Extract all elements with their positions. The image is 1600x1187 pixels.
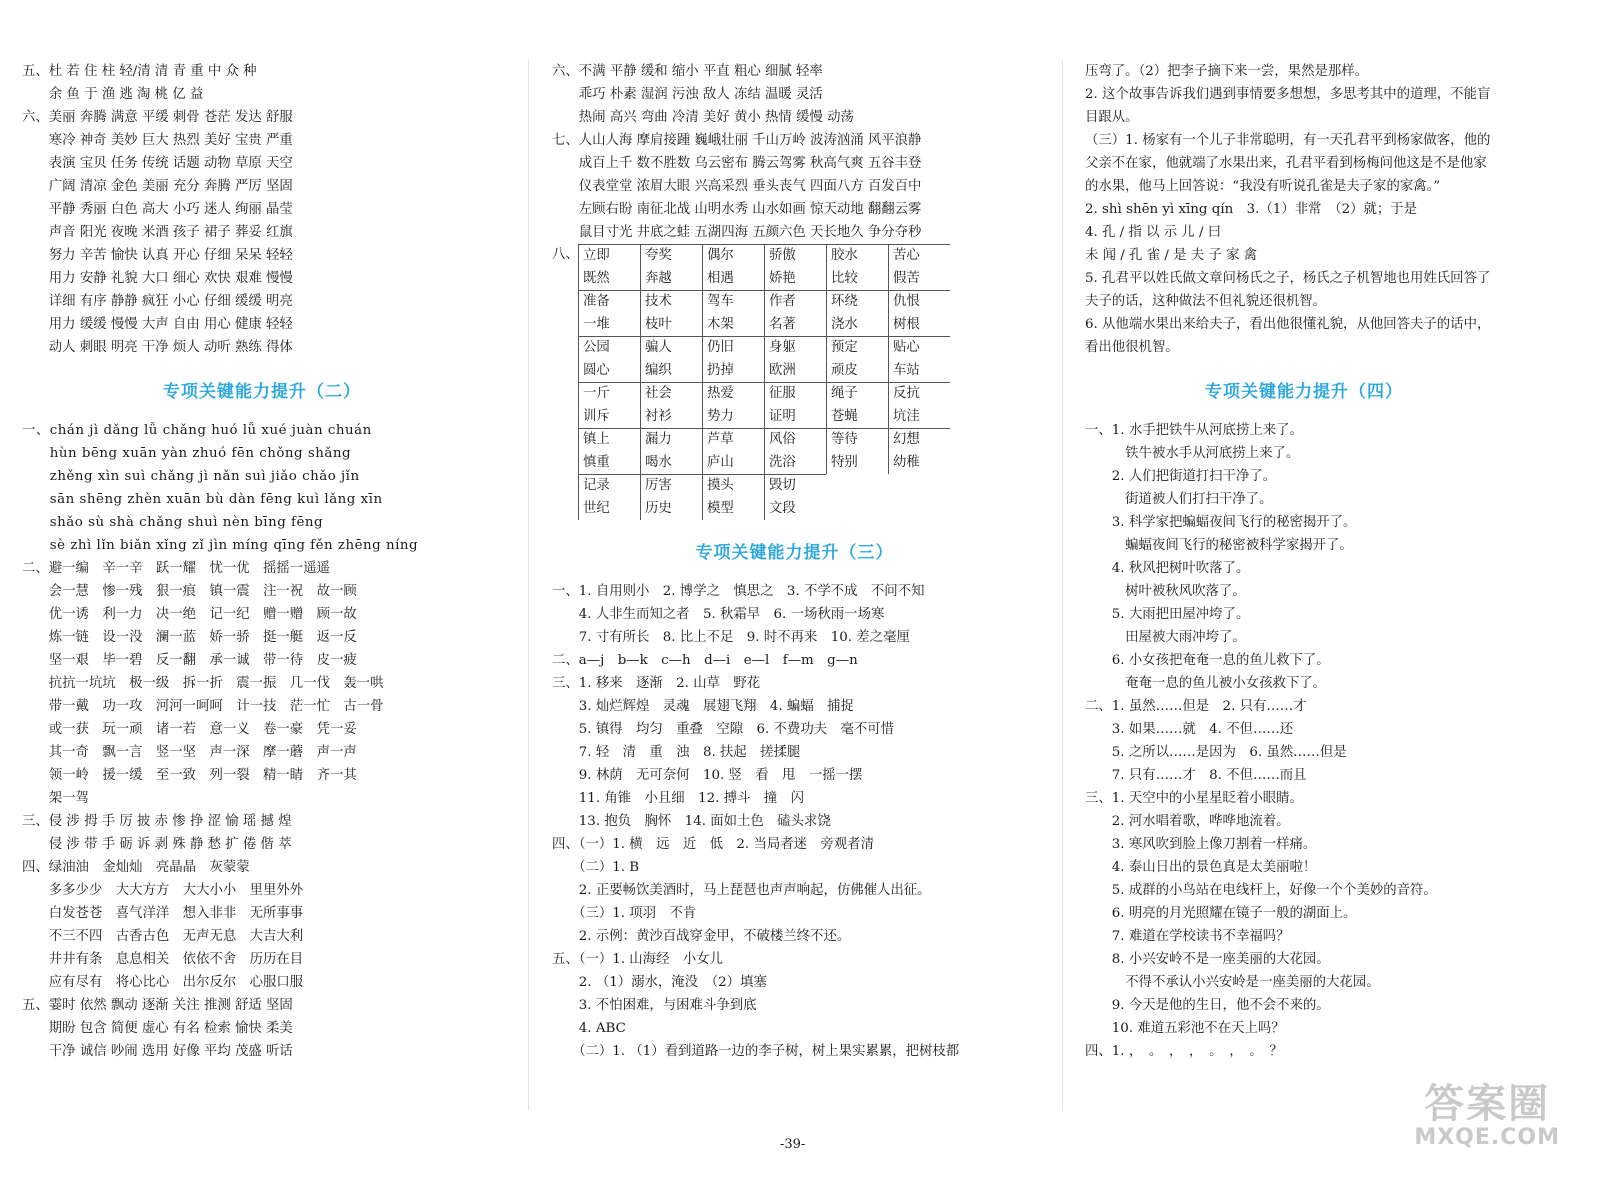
answer-line: 不三不四 古香古色 无声无息 大吉大利: [22, 929, 304, 944]
grid-label: [552, 268, 578, 291]
answer-line: 优一诱 利一力 决一绝 记一纪 赠一赠 顾一故: [22, 607, 357, 622]
answer-line: 六、美丽 奔腾 满意 平缓 刺骨 苍茫 发达 舒服: [22, 110, 293, 125]
grid-cell: 芦草: [702, 428, 764, 452]
grid-cell: 绳子: [826, 382, 888, 406]
answer-line: 一、1. 自用则小 2. 博学之 慎思之 3. 不学不成 不问不知: [552, 584, 925, 599]
answer-line: 5. 大雨把田屋冲垮了。: [1085, 607, 1250, 622]
answer-line: 6. 明亮的月光照耀在镜子一般的湖面上。: [1085, 906, 1357, 921]
watermark-logo: [1414, 1082, 1560, 1150]
answer-line: sān shēng zhèn xuān bù dàn fēng kuì lǎng xīn: [22, 492, 383, 507]
answer-line: 压弯了。（2）把李子摘下来一尝，果然是那样。: [1085, 64, 1369, 79]
answer-line: 热闹 高兴 弯曲 冷清 美好 黄小 热情 缓慢 动荡: [552, 110, 854, 125]
grid-cell: 仇恨: [888, 290, 950, 314]
grid-cell: 历史: [640, 498, 702, 521]
answer-line: 5. 镇得 均匀 重叠 空隙 6. 不费功夫 毫不可惜: [552, 722, 895, 737]
answer-line: 用力 安静 礼貌 大口 细心 欢快 艰难 慢慢: [22, 271, 293, 286]
grid-cell: 身躯: [764, 336, 826, 360]
answer-line: 带一戴 功一攻 河河一呵呵 计一技 茫一忙 古一骨: [22, 699, 384, 714]
grid-cell: [826, 474, 888, 497]
answer-line: 4. 秋风把树叶吹落了。: [1085, 561, 1250, 576]
answer-line: 树叶被秋风吹落了。: [1085, 584, 1246, 599]
answer-line: 会一慧 惨一残 狠一痕 镇一震 注一祝 故一顾: [22, 584, 357, 599]
answer-line: 9. 林荫 无可奈何 10. 竖 看 甩 一摇一摆: [552, 768, 863, 783]
grid-label: [552, 474, 578, 497]
grid-cell: [888, 474, 950, 497]
answer-line: 四、（一）1. 横 远 近 低 2. 当局者迷 旁观者清: [552, 837, 874, 852]
answer-line: 左顾右盼 南征北战 山明水秀 山水如画 惊天动地 翻翻云雾: [552, 202, 922, 217]
answer-line: 奄奄一息的鱼儿被小女孩救下了。: [1085, 676, 1327, 691]
grid-label: [552, 336, 578, 359]
answer-line: 坚一艰 毕一碧 反一翻 承一诚 带一待 皮一疲: [22, 653, 357, 668]
grid-label: [552, 452, 578, 475]
answer-line: 一、chán jì dǎng lǚ chǎng huó lǚ xué juàn chuán: [22, 423, 372, 438]
answer-line: 未 闻 / 孔 雀 / 是 夫 子 家 禽: [1085, 248, 1258, 263]
answer-line: 目跟从。: [1085, 110, 1139, 125]
answer-line: 声音 阳光 夜晚 米酒 孩子 裙子 葬妥 红旗: [22, 225, 293, 240]
grid-cell: 编织: [640, 360, 702, 383]
grid-cell: 苍蝇: [826, 406, 888, 429]
answer-line: 五、杜 若 住 柱 轻/清 清 青 重 中 众 种: [22, 64, 257, 79]
grid-cell: 风俗: [764, 428, 826, 452]
answer-column-3: [1085, 60, 1585, 1063]
column-divider: [1062, 60, 1063, 1110]
answer-line: 5. 之所以……是因为 6. 虽然……但是: [1085, 745, 1347, 760]
word-grid: [552, 244, 1037, 520]
answer-line: 仪表堂堂 浓眉大眼 兴高采烈 垂头丧气 四面八方 百发百中: [552, 179, 922, 194]
answer-line: 夫子的话，这种做法不但礼貌还很机智。: [1085, 294, 1327, 309]
answer-line: 三、侵 涉 拇 手 厉 披 赤 惨 挣 涩 愉 瑶 撼 煌: [22, 814, 292, 829]
grid-cell: 名著: [764, 314, 826, 337]
answer-line: 3. 科学家把蝙蝠夜间飞行的秘密揭开了。: [1085, 515, 1357, 530]
answer-line: 10. 难道五彩池不在天上吗？: [1085, 1021, 1285, 1036]
grid-cell: 社会: [640, 382, 702, 406]
answer-line: 13. 抱负 胸怀 14. 面如土色 磕头求饶: [552, 814, 831, 829]
grid-label: [552, 428, 578, 451]
grid-cell: 一堆: [578, 314, 640, 337]
answer-line: 铁牛被水手从河底捞上来了。: [1085, 446, 1300, 461]
answer-line: 8. 小兴安岭不是一座美丽的大花园。: [1085, 952, 1330, 967]
answer-line: 表演 宝贝 任务 传统 话题 动物 草原 天空: [22, 156, 293, 171]
answer-line: 3. 寒风吹到脸上像刀割着一样痛。: [1085, 837, 1317, 852]
grid-cell: [826, 498, 888, 521]
grid-label: [552, 314, 578, 337]
grid-cell: 漏力: [640, 428, 702, 452]
grid-cell: 作者: [764, 290, 826, 314]
grid-cell: 娇艳: [764, 268, 826, 291]
answer-block: [552, 60, 1037, 244]
answer-line: 4. ABC: [552, 1021, 626, 1036]
answer-line: 2. shì shēn yì xīng qín 3.（1）非常 （2）就；于是: [1085, 202, 1418, 217]
answer-line: 7. 难道在学校读书不幸福吗？: [1085, 929, 1290, 944]
grid-cell: 扔掉: [702, 360, 764, 383]
answer-line: 不得不承认小兴安岭是一座美丽的大花园。: [1085, 975, 1380, 990]
grid-cell: 圆心: [578, 360, 640, 383]
answer-line: 2. 这个故事告诉我们遇到事情要多想想，多思考其中的道理，不能盲: [1085, 87, 1491, 102]
answer-line: 白发苍苍 喜气洋洋 想入非非 无所事事: [22, 906, 304, 921]
answer-line: 七、人山人海 摩肩接踵 巍峨壮丽 千山万岭 波涛汹涌 风平浪静: [552, 133, 922, 148]
answer-line: 蝙蝠夜间飞行的秘密被科学家揭开了。: [1085, 538, 1353, 553]
answer-line: 干净 诚信 吵闹 选用 好像 平均 茂盛 听话: [22, 1044, 293, 1059]
answer-line: sè zhì lǐn biǎn xǐng zǐ jìn míng qīng fěn zhēng níng: [22, 538, 419, 553]
grid-label: [552, 498, 578, 521]
answer-line: 看出他很机智。: [1085, 340, 1179, 355]
answer-line: 侵 涉 带 手 砺 诉 剥 殊 静 愁 扩 倦 偕 萃: [22, 837, 292, 852]
grid-cell: 镇上: [578, 428, 640, 452]
answer-line: 二、a—j b—k c—h d—i e—l f—m g—n: [552, 653, 858, 668]
answer-line: 成百上千 数不胜数 乌云密布 腾云驾雾 秋高气爽 五谷丰登: [552, 156, 922, 171]
answer-line: 街道被人们打扫干净了。: [1085, 492, 1273, 507]
answer-line: 余 鱼 于 渔 逃 淘 桃 亿 益: [22, 87, 204, 102]
grid-cell: 树根: [888, 314, 950, 337]
answer-line: 动人 刺眼 明亮 干净 烦人 动听 熟练 得体: [22, 340, 293, 355]
grid-cell: 特别: [826, 452, 888, 475]
grid-cell: 欧洲: [764, 360, 826, 383]
answer-block: [1085, 419, 1585, 1063]
grid-cell: 立即: [578, 244, 640, 268]
answer-column-1: [22, 60, 502, 1063]
answer-line: 炼一链 设一没 澜一蓝 娇一骄 挺一艇 返一反: [22, 630, 357, 645]
answer-line: 架一驾: [22, 791, 89, 806]
answer-line: 乖巧 朴素 湿润 污浊 敌人 冻结 温暖 灵活: [552, 87, 823, 102]
answer-line: 或一获 玩一顽 诸一若 意一义 卷一豪 凭一妥: [22, 722, 357, 737]
grid-cell: 既然: [578, 268, 640, 291]
grid-cell: 等待: [826, 428, 888, 452]
answer-line: 的水果，他马上回答说：“我没有听说孔雀是夫子家的家禽。”: [1085, 179, 1441, 194]
grid-cell: 慎重: [578, 452, 640, 475]
section-heading: 专项关键能力提升（二）: [163, 381, 361, 402]
grid-cell: 准备: [578, 290, 640, 314]
answer-line: 多多少少 大大方方 大大小小 里里外外: [22, 883, 304, 898]
answer-line: 6. 小女孩把奄奄一息的鱼儿救下了。: [1085, 653, 1330, 668]
answer-block: [552, 580, 1037, 1063]
answer-line: 7. 轻 清 重 浊 8. 扶起 搓揉腿: [552, 745, 801, 760]
grid-cell: 浇水: [826, 314, 888, 337]
answer-line: 二、避一编 辛一辛 跃一耀 忧一优 摇摇一遥遥: [22, 561, 330, 576]
answer-block: [22, 60, 502, 359]
answer-line: 广阔 清凉 金色 美丽 充分 奔腾 严厉 坚固: [22, 179, 293, 194]
answer-line: 3. 灿烂辉煌 灵魂 展翅飞翔 4. 蝙蝠 捕捉: [552, 699, 854, 714]
grid-cell: 征服: [764, 382, 826, 406]
answer-line: 其一奇 飘一言 竖一坚 声一深 摩一蘑 声一声: [22, 745, 357, 760]
grid-cell: 夸奖: [640, 244, 702, 268]
answer-line: 四、1. ， 。 ， ， 。 ， 。 ？: [1085, 1044, 1283, 1059]
answer-line: 六、不满 平静 缓和 缩小 平直 粗心 细腻 轻率: [552, 64, 823, 79]
grid-label: 八、: [552, 247, 579, 262]
grid-cell: 苦心: [888, 244, 950, 268]
answer-column-2: [552, 60, 1037, 1063]
grid-cell: 文段: [764, 498, 826, 521]
answer-line: 2. 人们把街道打扫干净了。: [1085, 469, 1277, 484]
grid-cell: 势力: [702, 406, 764, 429]
answer-line: 应有尽有 将心比心 出尔反尔 心服口服: [22, 975, 304, 990]
grid-cell: 幼稚: [888, 452, 950, 475]
answer-line: 3. 不怕困难，与困难斗争到底: [552, 998, 757, 1013]
answer-line: 父亲不在家，他就端了水果出来，孔君平看到杨梅问他这是不是他家: [1085, 156, 1487, 171]
grid-cell: 记录: [578, 474, 640, 498]
grid-cell: 假苦: [888, 268, 950, 291]
grid-cell: 预定: [826, 336, 888, 360]
grid-cell: 世纪: [578, 498, 640, 521]
answer-line: （三）1. 杨家有一个儿子非常聪明，有一天孔君平到杨家做客，他的: [1085, 133, 1491, 148]
grid-cell: 摸头: [702, 474, 764, 498]
answer-line: （三）1. 项羽 不肯: [552, 906, 697, 921]
answer-line: zhěng xìn suì chǎng jì nǎn suì jiǎo chǎo jǐn: [22, 469, 360, 484]
answer-line: 7. 寸有所长 8. 比上不足 9. 时不再来 10. 差之毫厘: [552, 630, 910, 645]
grid-cell: 热爱: [702, 382, 764, 406]
grid-cell: 木架: [702, 314, 764, 337]
grid-cell: 骄傲: [764, 244, 826, 268]
section-heading: 专项关键能力提升（三）: [695, 542, 894, 563]
answer-line: 4. 泰山日出的景色真是太美丽啦！: [1085, 860, 1317, 875]
column-divider: [528, 60, 529, 1110]
grid-cell: 偶尔: [702, 244, 764, 268]
answer-line: 4. 人非生而知之者 5. 秋霜早 6. 一场秋雨一场寒: [552, 607, 885, 622]
answer-line: 努力 辛苦 愉快 认真 开心 仔细 呆呆 轻轻: [22, 248, 293, 263]
answer-line: 5. 成群的小鸟站在电线杆上，好像一个个美妙的音符。: [1085, 883, 1437, 898]
answer-line: 领一岭 援一缓 至一致 列一裂 精一睛 齐一其: [22, 768, 357, 783]
grid-label: [552, 360, 578, 383]
answer-line: 五、（一）1. 山海经 小女儿: [552, 952, 724, 967]
answer-line: 11. 角锥 小且细 12. 搏斗 撞 闪: [552, 791, 804, 806]
grid-cell: 一斤: [578, 382, 640, 406]
grid-cell: 洗浴: [764, 452, 826, 475]
answer-line: 6. 从他端水果出来给夫子，看出他很懂礼貌，从他回答夫子的话中，: [1085, 317, 1491, 332]
answer-line: 2. 正要畅饮美酒时，马上琵琶也声声响起，仿佛催人出征。: [552, 883, 931, 898]
answer-line: 用力 缓缓 慢慢 大声 自由 用心 健康 轻轻: [22, 317, 293, 332]
grid-cell: 贴心: [888, 336, 950, 360]
answer-line: hùn bēng xuān yàn zhuó fēn chǒng shǎng: [22, 446, 352, 461]
grid-label: [552, 290, 578, 313]
grid-cell: 顽皮: [826, 360, 888, 383]
grid-cell: 驾车: [702, 290, 764, 314]
answer-line: 二、1. 虽然……但是 2. 只有……才: [1085, 699, 1307, 714]
grid-cell: 枝叶: [640, 314, 702, 337]
page-number: -39-: [780, 1137, 806, 1152]
answer-line: 期盼 包含 简便 虚心 有名 检索 愉快 柔美: [22, 1021, 293, 1036]
grid-cell: 证明: [764, 406, 826, 429]
answer-line: 田屋被大雨冲垮了。: [1085, 630, 1246, 645]
grid-cell: 反抗: [888, 382, 950, 406]
answer-line: 4. 孔 / 指 以 示 儿 / 曰: [1085, 225, 1222, 240]
answer-line: 9. 今天是他的生日，他不会不来的。: [1085, 998, 1330, 1013]
grid-cell: 衬衫: [640, 406, 702, 429]
answer-line: 2. 示例：黄沙百战穿金甲，不破楼兰终不还。: [552, 929, 851, 944]
answer-line: 四、绿油油 金灿灿 亮晶晶 灰蒙蒙: [22, 860, 250, 875]
grid-cell: 厉害: [640, 474, 702, 498]
grid-cell: 环绕: [826, 290, 888, 314]
grid-cell: 幻想: [888, 428, 950, 452]
grid-label: [552, 382, 578, 405]
grid-cell: 毁切: [764, 474, 826, 498]
answer-line: 鼠目寸光 井底之蛙 五湖四海 五颜六色 天长地久 争分夺秒: [552, 225, 922, 240]
grid-cell: 仍旧: [702, 336, 764, 360]
answer-line: 平静 秀丽 白色 高大 小巧 迷人 绚丽 晶莹: [22, 202, 293, 217]
answer-block: [1085, 60, 1585, 359]
answer-block: [22, 419, 502, 1063]
grid-cell: 坑洼: [888, 406, 950, 429]
answer-line: 三、1. 天空中的小星星眨着小眼睛。: [1085, 791, 1303, 806]
grid-cell: 车站: [888, 360, 950, 383]
grid-cell: 庐山: [702, 452, 764, 475]
grid-label: [552, 406, 578, 429]
answer-line: 详细 有序 静静 疯狂 小心 仔细 缓缓 明亮: [22, 294, 293, 309]
watermark-text: 答案圈: [1424, 1081, 1551, 1127]
answer-line: 5. 孔君平以姓氏做文章问杨氏之子，杨氏之子机智地也用姓氏回答了: [1085, 271, 1491, 286]
answer-line: 7. 只有……才 8. 不但……而且: [1085, 768, 1307, 783]
grid-cell: 相遇: [702, 268, 764, 291]
answer-line: 五、霎时 依然 飘动 逐渐 关注 推测 舒适 坚固: [22, 998, 293, 1013]
answer-line: shǎo sù shà chǎng shuì nèn bīng fēng: [22, 515, 324, 530]
answer-line: 三、1. 移来 逐渐 2. 山草 野花: [552, 676, 761, 691]
grid-cell: 喝水: [640, 452, 702, 475]
grid-cell: 比较: [826, 268, 888, 291]
section-heading: 专项关键能力提升（四）: [1205, 381, 1403, 402]
answer-line: 2. 河水唱着歌，哗哗地流着。: [1085, 814, 1290, 829]
answer-line: （二）1. B: [552, 860, 640, 875]
watermark-url: MXQE.COM: [1414, 1125, 1560, 1150]
grid-cell: 奔越: [640, 268, 702, 291]
grid-cell: 训斥: [578, 406, 640, 429]
grid-cell: 公园: [578, 336, 640, 360]
answer-line: 抗抗一坑坑 极一级 拆一折 震一振 几一伐 轰一哄: [22, 676, 384, 691]
answer-line: （二）1. （1）看到道路一边的李子树，树上果实累累，把树枝都: [552, 1044, 960, 1059]
grid-cell: 胶水: [826, 244, 888, 268]
answer-line: 3. 如果……就 4. 不但……还: [1085, 722, 1294, 737]
answer-line: 寒冷 神奇 美妙 巨大 热烈 美好 宝贵 严重: [22, 133, 293, 148]
grid-cell: [888, 498, 950, 521]
answer-line: 2. （1）溺水，淹没 （2）填塞: [552, 975, 767, 990]
answer-line: 一、1. 水手把铁牛从河底捞上来了。: [1085, 423, 1303, 438]
grid-cell: 模型: [702, 498, 764, 521]
grid-cell: 技术: [640, 290, 702, 314]
grid-cell: 骗人: [640, 336, 702, 360]
answer-line: 井井有条 息息相关 依依不舍 历历在目: [22, 952, 304, 967]
